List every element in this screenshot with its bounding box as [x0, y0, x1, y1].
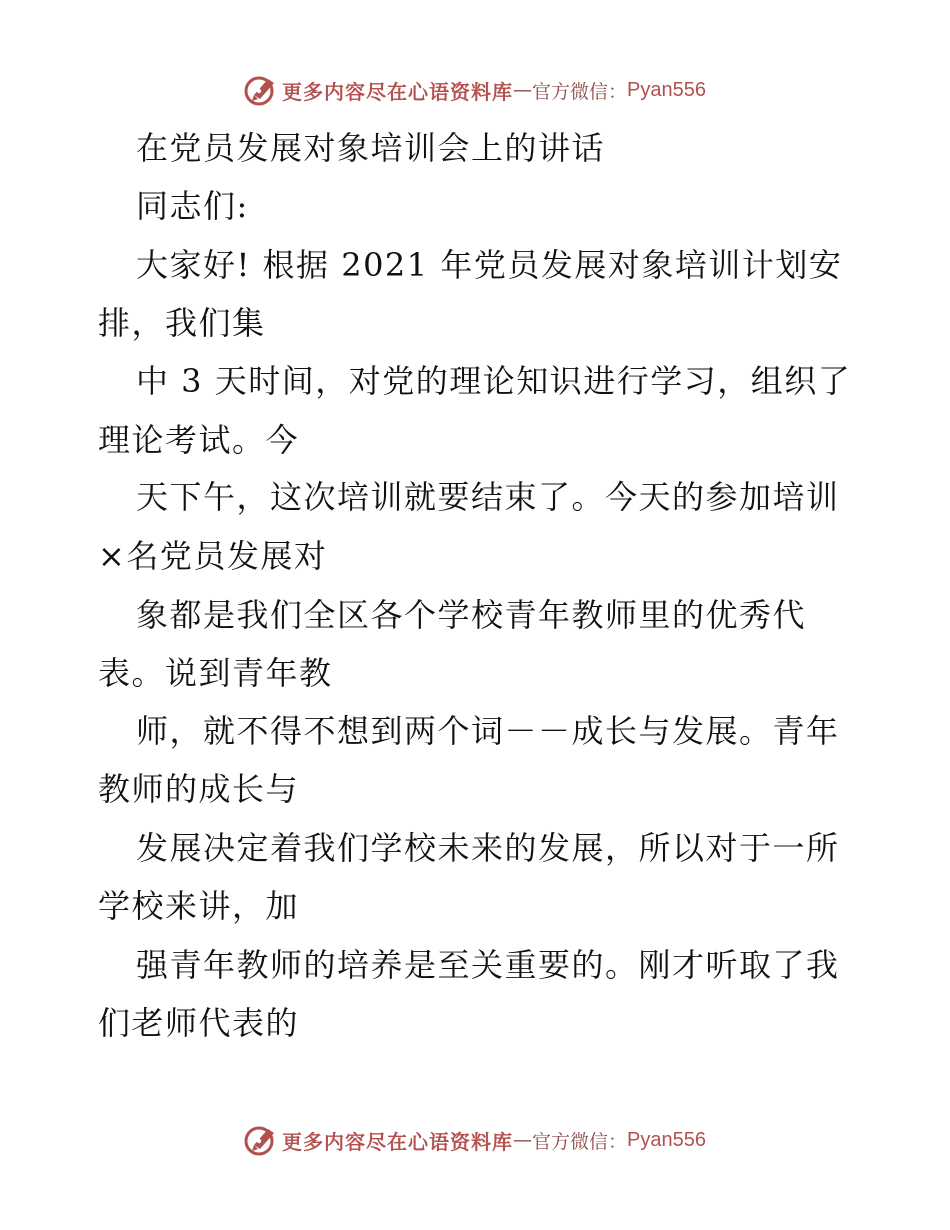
paragraph-line: 发展决定着我们学校未来的发展，所以对于一所	[136, 829, 840, 867]
wechat-label: 官方微信：	[532, 80, 628, 103]
paragraph-line: 理论考试。今	[98, 421, 300, 459]
paragraph-line: 表。说到青年教	[98, 654, 333, 692]
brand-text: 更多内容尽在心语资料库	[282, 79, 513, 104]
wechat-handle: Pyan556	[627, 78, 706, 101]
document-title: 在党员发展对象培训会上的讲话	[136, 129, 606, 167]
footer-watermark-banner	[0, 1120, 950, 1160]
paragraph-line: 天下午，这次培训就要结束了。今天的参加培训	[136, 478, 840, 516]
paragraph-line: 中 3 天时间，对党的理论知识进行学习，组织了	[136, 362, 852, 400]
paragraph-line: 教师的成长与	[98, 770, 300, 808]
paragraph-line: ×名党员发展对	[98, 537, 328, 575]
paragraph-line: 强青年教师的培养是至关重要的。刚才听取了我	[136, 946, 840, 984]
salutation: 同志们:	[136, 187, 249, 225]
banner-separator: —	[513, 79, 532, 101]
pen-nib-circle-icon	[244, 1123, 278, 1157]
paragraph-line: 学校来讲，加	[98, 887, 300, 925]
wechat-handle: Pyan556	[627, 1128, 706, 1151]
paragraph-line: 们老师代表的	[98, 1004, 300, 1042]
paragraph-line: 师，就不得不想到两个词－－成长与发展。青年	[136, 712, 840, 750]
paragraph-line: 大家好! 根据 2021 年党员发展对象培训计划安	[136, 246, 843, 284]
banner-separator: —	[513, 1129, 532, 1151]
paragraph-line: 象都是我们全区各个学校青年教师里的优秀代	[136, 596, 807, 634]
brand-text: 更多内容尽在心语资料库	[282, 1129, 513, 1154]
wechat-label: 官方微信：	[532, 1130, 628, 1153]
paragraph-line: 排，我们集	[98, 304, 266, 342]
